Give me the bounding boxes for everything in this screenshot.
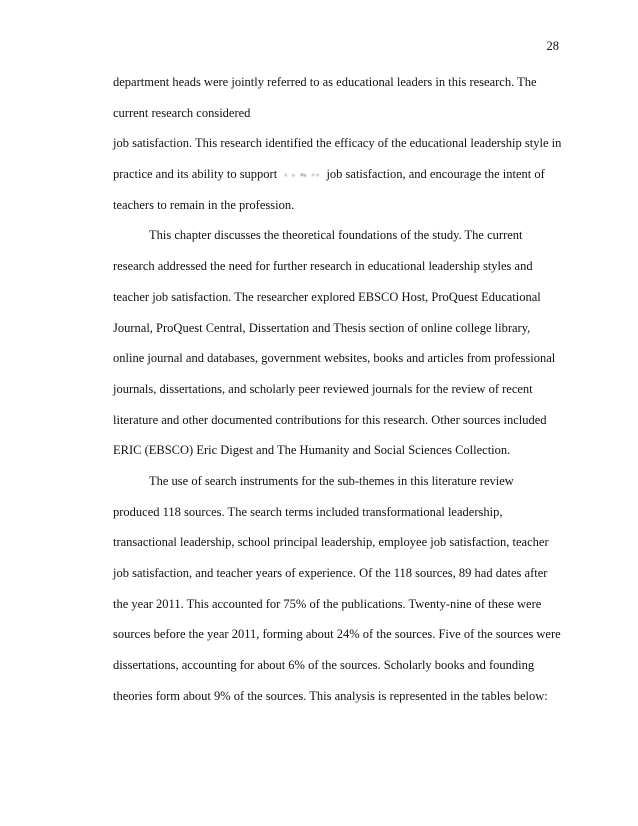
- text-line: journals, dissertations, and scholarly peer reviewed journals for the review of recent: [113, 381, 533, 396]
- paragraph-start-line: The use of search instruments for the sub-themes in this literature review: [149, 473, 514, 488]
- text-fragment: job satisfaction, and encourage the intent of: [326, 167, 545, 182]
- page-number: 28: [546, 39, 559, 53]
- text-line: job satisfaction. This research identified the efficacy of the educational leadership style in: [113, 136, 562, 151]
- redaction-smudge: [282, 171, 320, 179]
- text-line: dissertations, accounting for about 6% of the sources. Scholarly books and founding: [113, 658, 535, 673]
- text-line: literature and other documented contributions for this research. Other sources included: [113, 412, 547, 427]
- text-line: department heads were jointly referred to as educational leaders in this research. The: [113, 75, 537, 89]
- text-line: online journal and databases, government websites, books and articles from professional: [113, 351, 556, 366]
- text-line: current research considered: [113, 105, 251, 120]
- text-line: theories form about 9% of the sources. This analysis is represented in the tables below:: [113, 688, 548, 703]
- text-line: ERIC (EBSCO) Eric Digest and The Humanity and Social Sciences Collection.: [113, 443, 511, 458]
- text-line: research addressed the need for further research in educational leadership styles and: [113, 259, 533, 274]
- text-line: [113, 159, 553, 190]
- text-line: transactional leadership, school principal leadership, employee job satisfaction, teacher: [113, 535, 549, 550]
- document-body: [113, 67, 562, 711]
- text-fragment: practice and its ability to support: [113, 167, 278, 182]
- text-line: teacher job satisfaction. The researcher explored EBSCO Host, ProQuest Educational: [113, 289, 541, 304]
- paragraph-start-line: This chapter discusses the theoretical foundations of the study. The current: [149, 228, 523, 243]
- text-line: produced 118 sources. The search terms included transformational leadership,: [113, 504, 503, 519]
- text-line: sources before the year 2011, forming about 24% of the sources. Five of the sources were: [113, 627, 561, 642]
- text-line: teachers to remain in the profession.: [113, 197, 295, 212]
- text-line: the year 2011. This accounted for 75% of the publications. Twenty-nine of these were: [113, 596, 542, 611]
- text-line: Journal, ProQuest Central, Dissertation and Thesis section of online college library,: [113, 320, 531, 335]
- text-line: job satisfaction, and teacher years of experience. Of the 118 sources, 89 had dates after: [113, 566, 548, 580]
